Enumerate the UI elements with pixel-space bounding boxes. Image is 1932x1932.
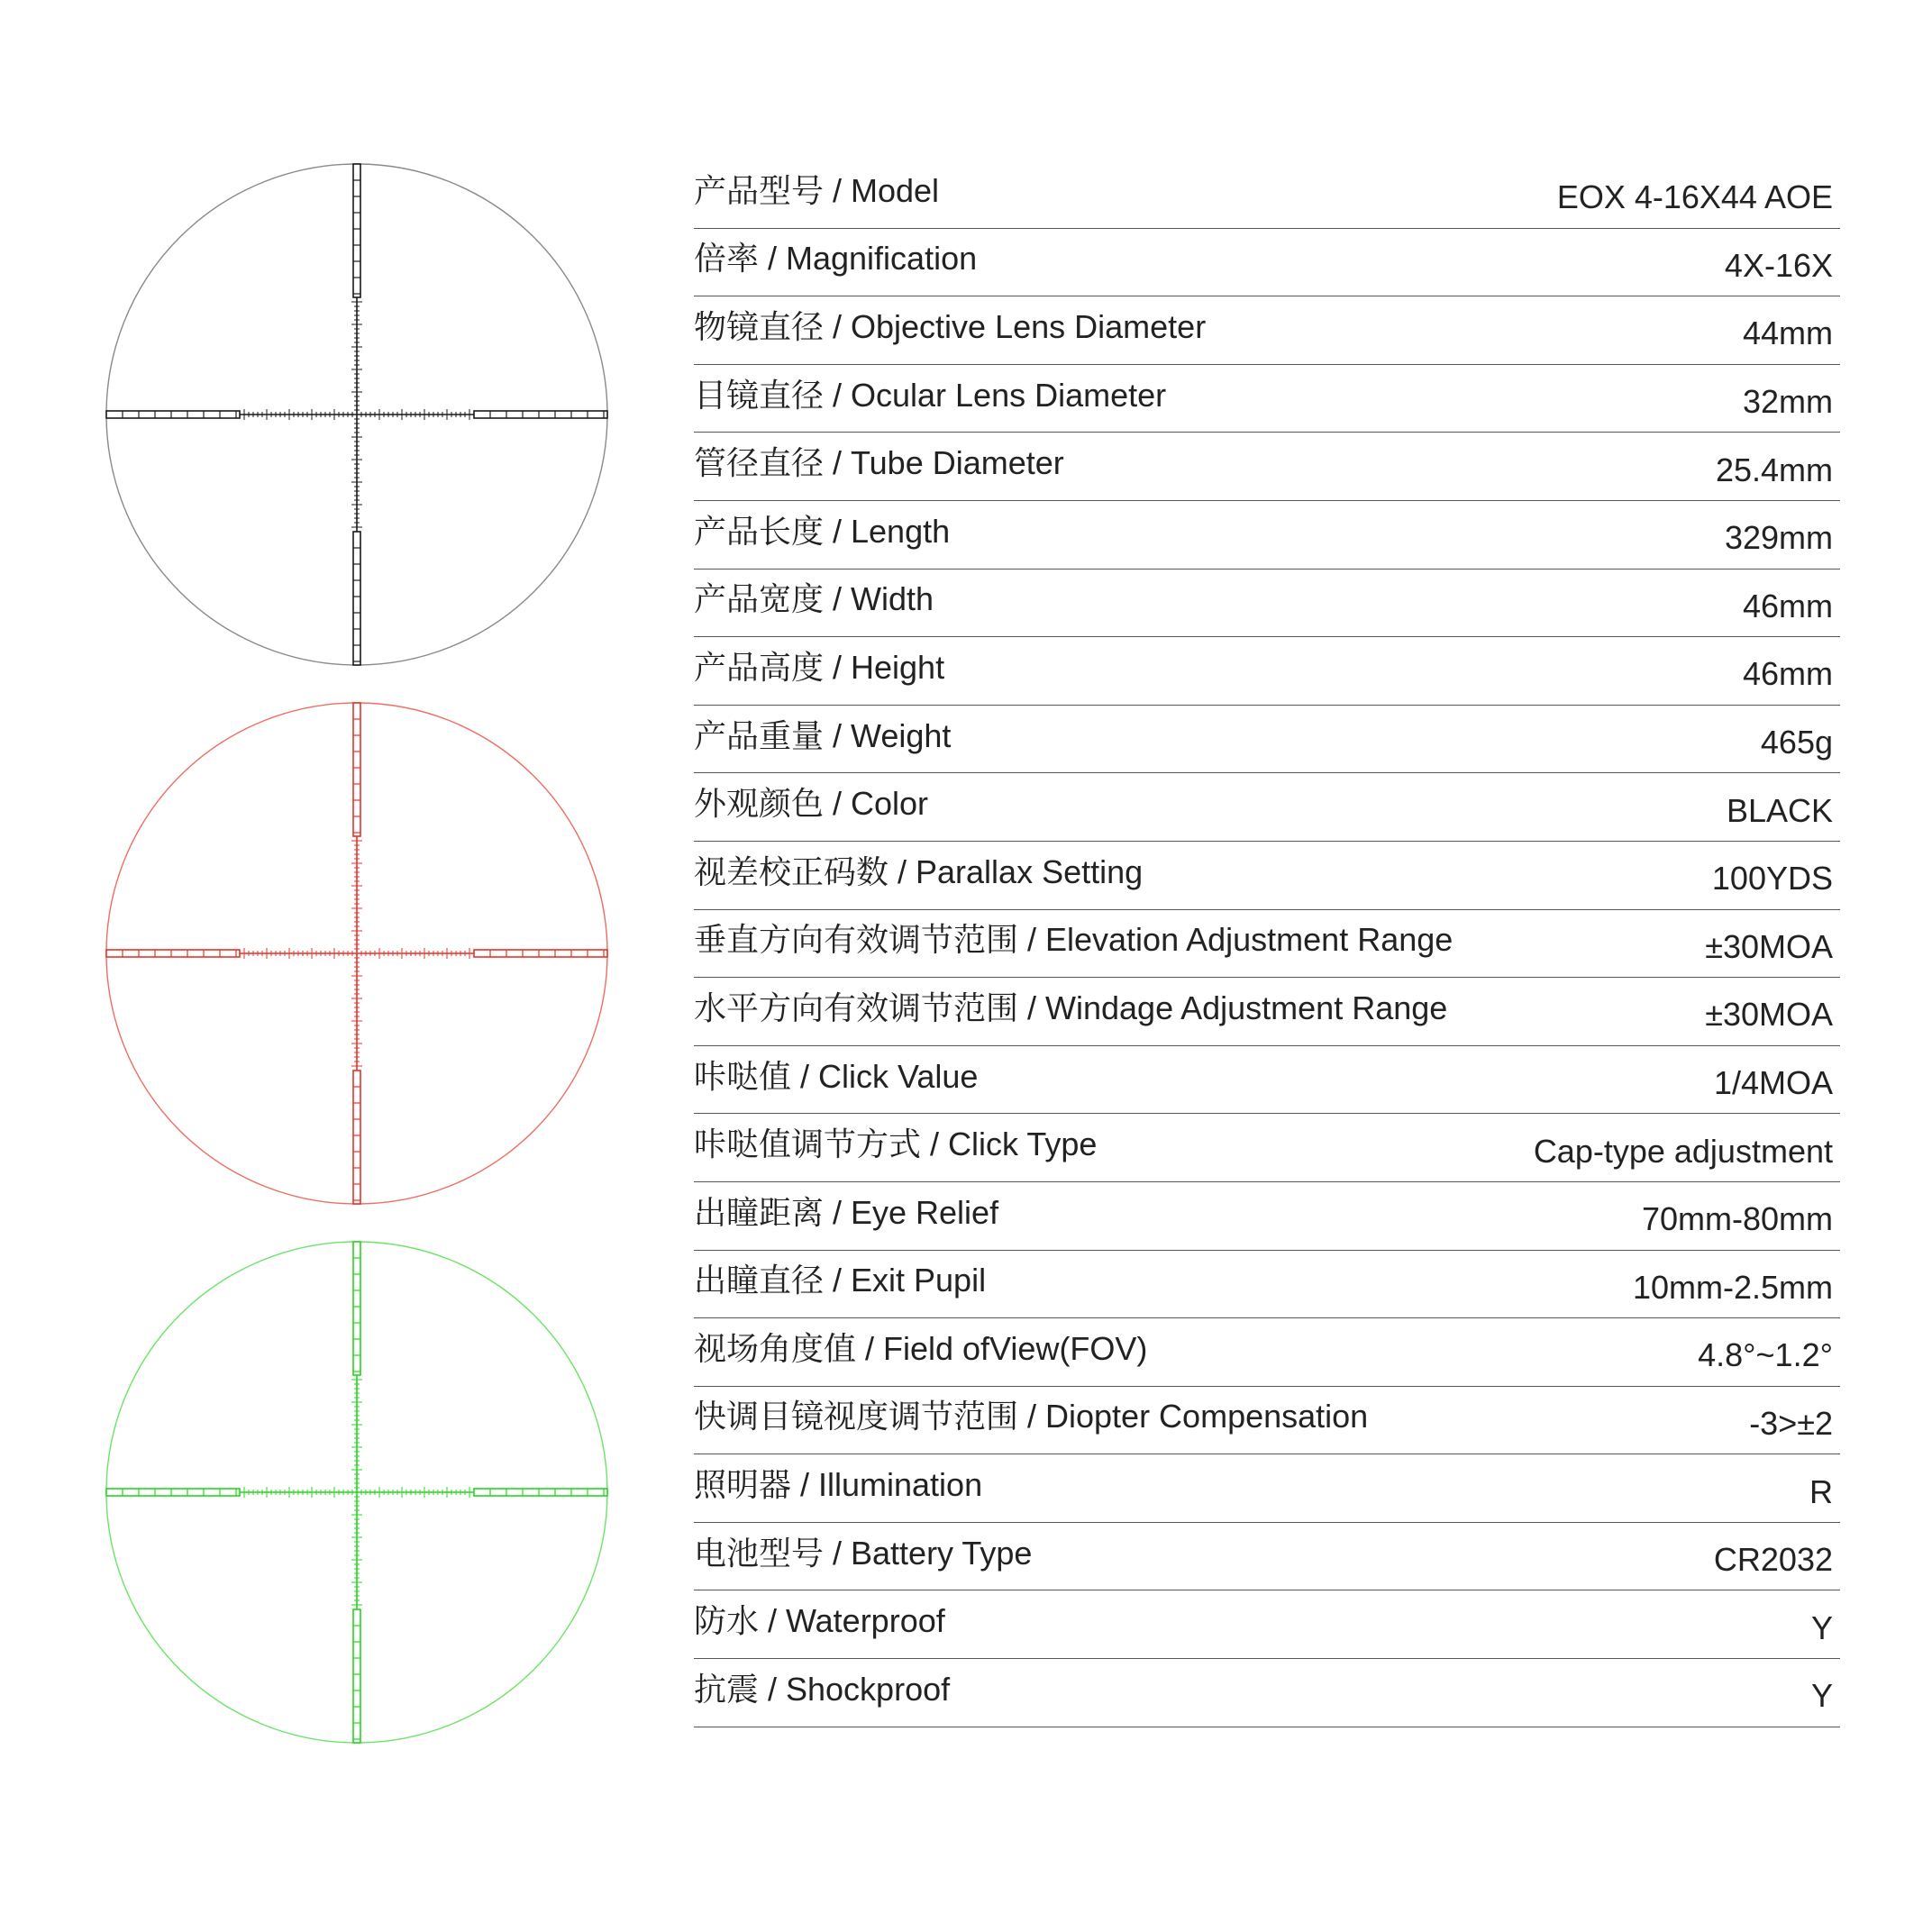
spec-value: 32mm <box>1742 383 1833 421</box>
spec-value: CR2032 <box>1713 1541 1833 1579</box>
spec-label: 抗震 / Shockproof <box>694 1670 951 1708</box>
reticle-svg <box>105 162 609 667</box>
spec-row <box>694 1659 1840 1727</box>
spec-label: 产品重量 / Weight <box>694 716 952 754</box>
spec-row <box>694 1387 1840 1455</box>
spec-label: 咔哒值调节方式 / Click Type <box>694 1125 1098 1163</box>
spec-row <box>694 706 1840 774</box>
spec-value: 46mm <box>1742 655 1833 693</box>
spec-value: BLACK <box>1726 791 1833 829</box>
spec-value: EOX 4-16X44 AOE <box>1556 178 1833 216</box>
spec-value: 100YDS <box>1711 860 1833 898</box>
spec-row <box>694 1454 1840 1523</box>
spec-row <box>694 229 1840 297</box>
reticle-svg <box>105 701 609 1206</box>
spec-label: 产品高度 / Height <box>694 648 945 686</box>
spec-value: 44mm <box>1742 314 1833 352</box>
spec-label: 照明器 / Illumination <box>694 1466 983 1504</box>
spec-row <box>694 910 1840 979</box>
spec-value: ±30MOA <box>1705 927 1833 965</box>
spec-row <box>694 773 1840 842</box>
spec-row <box>694 1318 1840 1387</box>
spec-value: -3>±2 <box>1749 1404 1833 1442</box>
reticle-green <box>105 1240 609 1745</box>
spec-label: 物镜直径 / Objective Lens Diameter <box>694 307 1207 345</box>
spec-label: 外观颜色 / Color <box>694 785 929 823</box>
spec-row <box>694 1251 1840 1319</box>
reticle-svg <box>105 1240 609 1745</box>
spec-value: 70mm-80mm <box>1641 1200 1833 1238</box>
spec-value: Y <box>1810 1608 1833 1646</box>
spec-label: 产品长度 / Length <box>694 512 951 550</box>
spec-value: 4.8°~1.2° <box>1698 1336 1833 1374</box>
spec-row <box>694 433 1840 501</box>
spec-label: 倍率 / Magnification <box>694 240 978 278</box>
spec-value: 329mm <box>1724 519 1833 557</box>
spec-row <box>694 842 1840 910</box>
spec-row <box>694 365 1840 433</box>
spec-value: R <box>1809 1472 1833 1510</box>
spec-row <box>694 160 1840 229</box>
spec-value: 4X-16X <box>1724 246 1833 284</box>
spec-row <box>694 1114 1840 1182</box>
spec-label: 出瞳直径 / Exit Pupil <box>694 1262 987 1299</box>
spec-label: 咔哒值 / Click Value <box>694 1057 979 1095</box>
spec-label: 管径直径 / Tube Diameter <box>694 444 1064 482</box>
spec-value: Cap-type adjustment <box>1533 1132 1833 1170</box>
spec-value: 25.4mm <box>1715 451 1833 488</box>
spec-label: 快调目镜视度调节范围 / Diopter Compensation <box>694 1398 1369 1435</box>
spec-value: 46mm <box>1742 587 1833 624</box>
spec-row <box>694 1046 1840 1115</box>
spec-value: 10mm-2.5mm <box>1632 1268 1833 1306</box>
spec-label: 目镜直径 / Ocular Lens Diameter <box>694 376 1167 414</box>
reticle-black <box>105 162 609 667</box>
spec-row <box>694 1590 1840 1659</box>
spec-label: 防水 / Waterproof <box>694 1602 945 1640</box>
spec-value: ±30MOA <box>1705 996 1833 1034</box>
spec-label: 视差校正码数 / Parallax Setting <box>694 852 1144 890</box>
spec-table <box>694 160 1840 1727</box>
spec-label: 电池型号 / Battery Type <box>694 1534 1033 1572</box>
spec-row <box>694 570 1840 638</box>
spec-value: 1/4MOA <box>1713 1064 1833 1102</box>
spec-label: 垂直方向有效调节范围 / Elevation Adjustment Range <box>694 921 1454 959</box>
spec-value: 465g <box>1760 724 1833 761</box>
spec-label: 产品型号 / Model <box>694 171 940 209</box>
spec-label: 视场角度值 / Field ofView(FOV) <box>694 1329 1148 1367</box>
spec-row <box>694 978 1840 1046</box>
spec-row <box>694 296 1840 365</box>
spec-row <box>694 501 1840 570</box>
reticle-red <box>105 701 609 1206</box>
spec-row <box>694 1523 1840 1591</box>
spec-row <box>694 637 1840 706</box>
spec-label: 出瞳距离 / Eye Relief <box>694 1193 999 1231</box>
spec-value: Y <box>1810 1677 1833 1715</box>
spec-label: 水平方向有效调节范围 / Windage Adjustment Range <box>694 989 1448 1026</box>
spec-label: 产品宽度 / Width <box>694 580 934 618</box>
spec-row <box>694 1182 1840 1251</box>
